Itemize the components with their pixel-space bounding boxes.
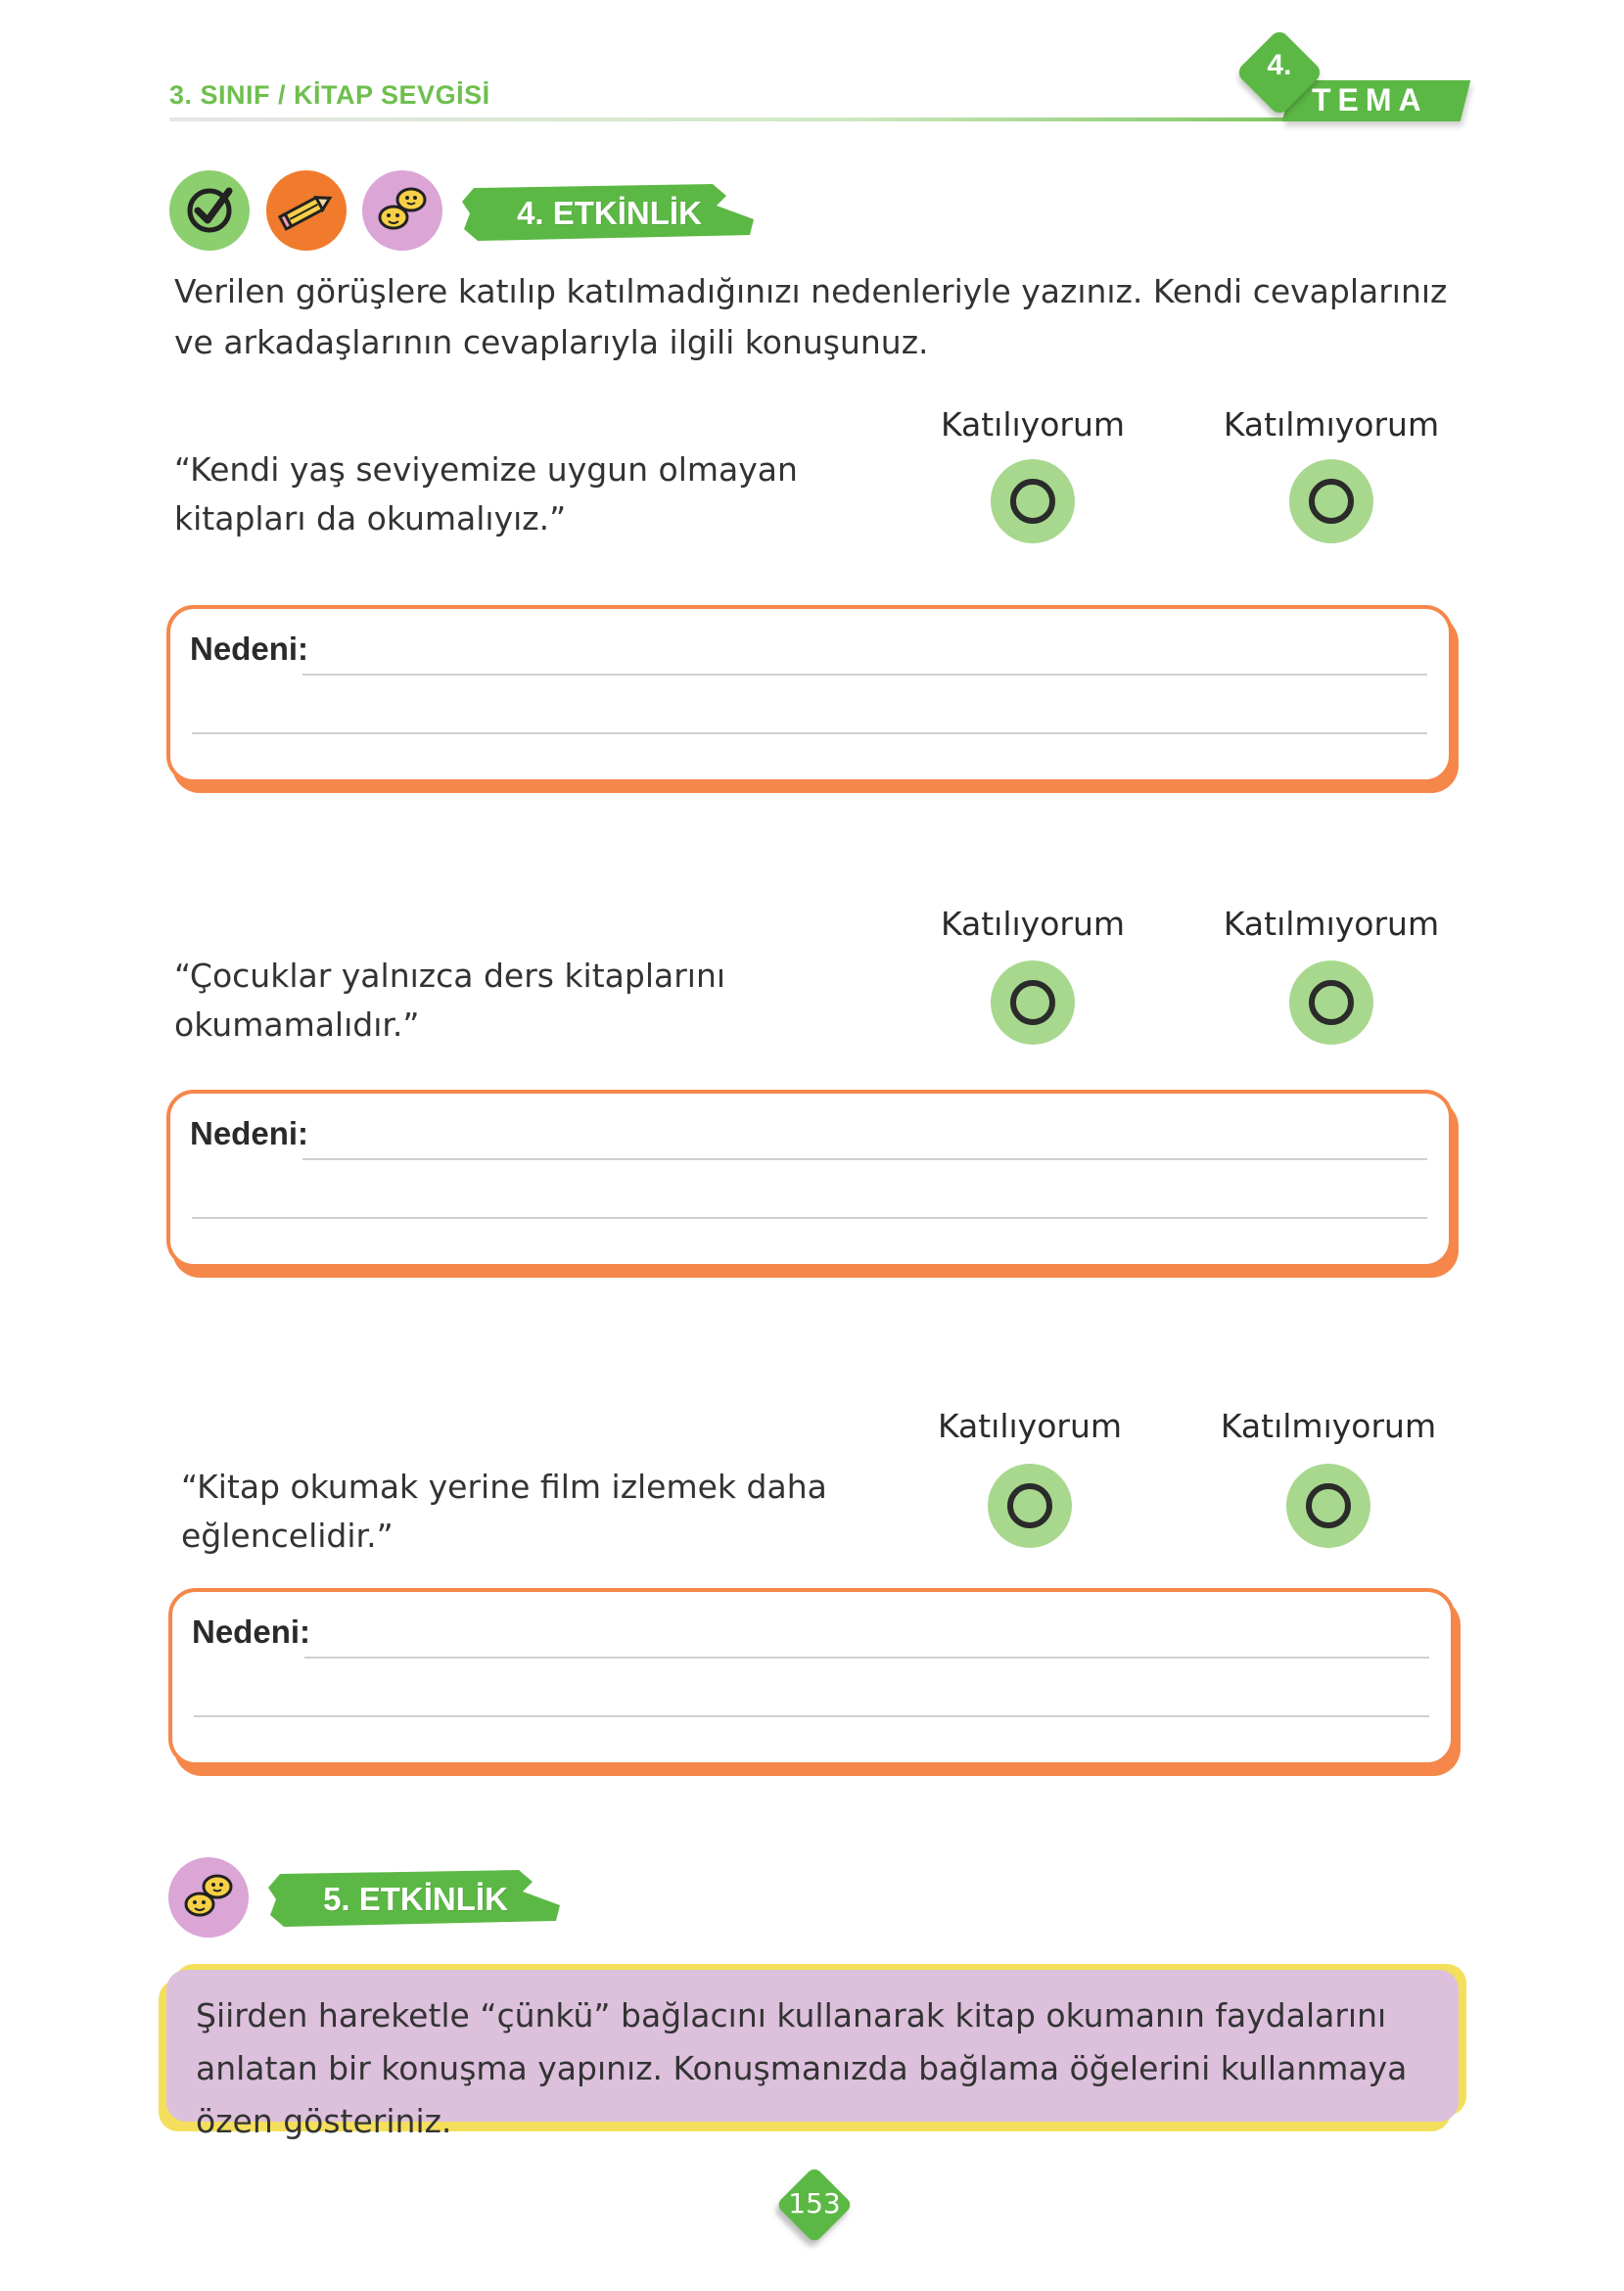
activity-5-banner	[266, 1870, 565, 1929]
writing-line	[302, 1158, 1427, 1160]
page-number-badge	[775, 2166, 854, 2244]
disagree-label-1: Katılmıyorum	[1223, 405, 1440, 444]
reason-label-1: Nedeni:	[190, 631, 309, 667]
agree-radio-1[interactable]	[991, 459, 1075, 543]
agree-label-3: Katılıyorum	[937, 1407, 1123, 1445]
activity-4-banner	[460, 184, 759, 243]
radio-ring	[1007, 1483, 1052, 1528]
speech-bubbles-icon	[362, 170, 442, 251]
reason-box-3[interactable]	[168, 1588, 1455, 1766]
statement-2: “Çocuklar yalnızca ders kitaplarını okumamalıdır.”	[174, 957, 726, 1044]
reason-label-2: Nedeni:	[190, 1115, 309, 1151]
reason-box-2[interactable]	[166, 1090, 1453, 1268]
radio-ring	[1309, 980, 1354, 1025]
writing-line	[304, 1657, 1429, 1659]
page-number: 153	[788, 2187, 841, 2220]
check-icon	[169, 170, 250, 251]
agree-label-2: Katılıyorum	[940, 905, 1126, 943]
agree-radio-2[interactable]	[991, 960, 1075, 1045]
activity-5-task: Şiirden hareketle “çünkü” bağlacını kullanarak kitap okumanın faydalarını anlatan bir konuşma yapınız. Konuşmanızda bağlama öğelerini kullanmaya özen gösteriniz.	[196, 1996, 1408, 2140]
agree-label-1: Katılıyorum	[940, 405, 1126, 444]
disagree-label-2: Katılmıyorum	[1223, 905, 1440, 943]
disagree-radio-1[interactable]	[1289, 459, 1373, 543]
header-divider	[169, 117, 1295, 121]
speech-bubbles-icon	[168, 1857, 249, 1938]
statement-1: “Kendi yaş seviyemize uygun olmayan kitapları da okumalıyız.”	[174, 450, 798, 538]
disagree-label-3: Katılmıyorum	[1220, 1407, 1437, 1445]
writing-line	[192, 732, 1427, 734]
tema-label: TEMA	[1312, 82, 1428, 117]
activity-5-title: 5. ETKİNLİK	[323, 1881, 508, 1917]
tema-badge	[1229, 29, 1473, 147]
radio-ring	[1306, 1483, 1351, 1528]
reason-label-3: Nedeni:	[192, 1613, 311, 1650]
pencil-icon	[266, 170, 347, 251]
writing-line	[194, 1715, 1429, 1717]
writing-line	[302, 674, 1427, 676]
writing-line	[192, 1217, 1427, 1219]
disagree-radio-2[interactable]	[1289, 960, 1373, 1045]
page-header-title: 3. SINIF / KİTAP SEVGİSİ	[169, 80, 490, 110]
activity-4-title: 4. ETKİNLİK	[517, 195, 702, 231]
activity-5-task-box	[166, 1970, 1459, 2140]
reason-box-1[interactable]	[166, 605, 1453, 783]
activity-4-instruction: Verilen görüşlere katılıp katılmadığınızı nedenleriyle yazınız. Kendi cevaplarınız ve arkadaşlarının cevaplarıyla ilgili konuşunuz.	[174, 272, 1448, 361]
agree-radio-3[interactable]	[988, 1464, 1072, 1548]
tema-number: 4.	[1267, 49, 1292, 81]
radio-ring	[1309, 479, 1354, 524]
radio-ring	[1010, 980, 1055, 1025]
disagree-radio-3[interactable]	[1286, 1464, 1370, 1548]
statement-3: “Kitap okumak yerine film izlemek daha eğlencelidir.”	[181, 1468, 827, 1555]
radio-ring	[1010, 479, 1055, 524]
